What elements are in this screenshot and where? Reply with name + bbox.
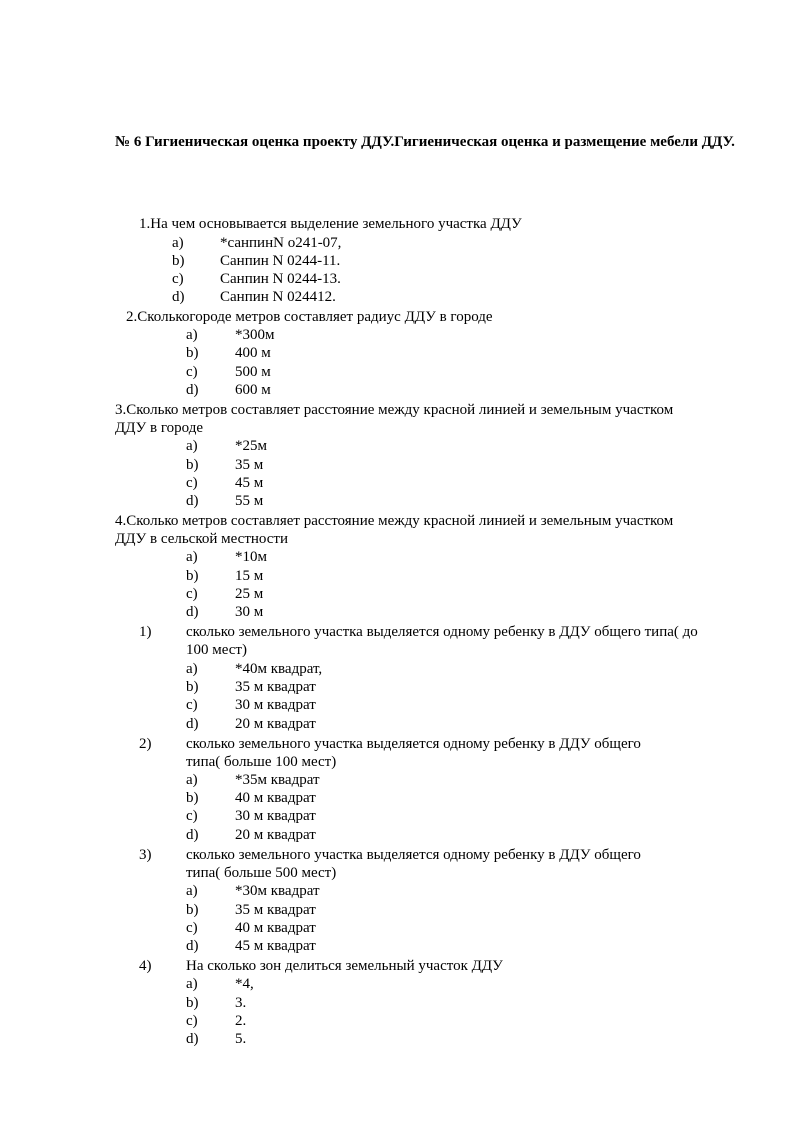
option-marker: d) xyxy=(186,938,199,954)
question-5-text-cont: 100 мест) xyxy=(186,642,247,658)
option-marker: d) xyxy=(186,382,199,398)
option-marker: d) xyxy=(186,493,199,509)
option-text: 5. xyxy=(235,1031,247,1047)
option-text: *25м xyxy=(235,438,267,454)
option-text: 20 м квадрат xyxy=(235,827,316,843)
option-text: Санпин N 0244-11. xyxy=(220,253,341,269)
option-marker: b) xyxy=(186,457,199,473)
option-text: 20 м квадрат xyxy=(235,716,316,732)
option-text: 500 м xyxy=(235,364,271,380)
option-marker: a) xyxy=(186,976,198,992)
option-text: *санпинN о241-07, xyxy=(220,235,342,251)
question-5-number: 1) xyxy=(139,624,152,640)
option-marker: b) xyxy=(186,995,199,1011)
option-marker: b) xyxy=(186,679,199,695)
question-1-text: 1.На чем основывается выделение земельного участка ДДУ xyxy=(139,216,522,232)
option-marker: c) xyxy=(186,808,198,824)
option-marker: d) xyxy=(172,289,185,305)
question-5-text: сколько земельного участка выделяется одному ребенку в ДДУ общего типа( до xyxy=(186,624,698,640)
option-text: Санпин N 0244-13. xyxy=(220,271,341,287)
option-text: 45 м xyxy=(235,475,264,491)
option-marker: b) xyxy=(186,902,199,918)
option-marker: b) xyxy=(186,790,199,806)
document-title: № 6 Гигиеническая оценка проекту ДДУ.Гигиеническая оценка и размещение мебели ДДУ. xyxy=(115,134,735,150)
option-text: *300м xyxy=(235,327,275,343)
option-text: 30 м квадрат xyxy=(235,808,316,824)
option-marker: a) xyxy=(186,661,198,677)
question-6-number: 2) xyxy=(139,736,152,752)
question-7-text-cont: типа( больше 500 мест) xyxy=(186,865,337,881)
option-text: 30 м квадрат xyxy=(235,697,316,713)
option-marker: a) xyxy=(186,327,198,343)
option-marker: c) xyxy=(186,364,198,380)
option-text: 35 м квадрат xyxy=(235,679,316,695)
option-marker: d) xyxy=(186,827,199,843)
option-marker: d) xyxy=(186,604,199,620)
option-marker: a) xyxy=(186,438,198,454)
option-marker: a) xyxy=(186,772,198,788)
option-text: 3. xyxy=(235,995,247,1011)
option-text: 15 м xyxy=(235,568,264,584)
option-marker: b) xyxy=(186,345,199,361)
option-marker: c) xyxy=(186,586,198,602)
option-text: 600 м xyxy=(235,382,271,398)
option-marker: b) xyxy=(186,568,199,584)
question-4-text: 4.Сколько метров составляет расстояние между красной линией и земельным участком xyxy=(115,513,674,529)
option-marker: b) xyxy=(172,253,185,269)
option-text: 35 м квадрат xyxy=(235,902,316,918)
option-text: Санпин N 024412. xyxy=(220,289,336,305)
option-text: *35м квадрат xyxy=(235,772,320,788)
option-text: 30 м xyxy=(235,604,264,620)
option-marker: c) xyxy=(186,920,198,936)
option-text: 400 м xyxy=(235,345,271,361)
option-text: 2. xyxy=(235,1013,247,1029)
question-6-text-cont: типа( больше 100 мест) xyxy=(186,754,337,770)
option-marker: d) xyxy=(186,1031,199,1047)
option-marker: c) xyxy=(172,271,184,287)
option-marker: a) xyxy=(186,883,198,899)
option-marker: c) xyxy=(186,697,198,713)
question-3-text: 3.Сколько метров составляет расстояние между красной линией и земельным участком xyxy=(115,402,674,418)
option-marker: c) xyxy=(186,1013,198,1029)
question-8-text: На сколько зон делиться земельный участок ДДУ xyxy=(186,958,503,974)
option-text: *30м квадрат xyxy=(235,883,320,899)
option-marker: a) xyxy=(186,549,198,565)
option-marker: c) xyxy=(186,475,198,491)
option-text: 35 м xyxy=(235,457,264,473)
question-7-text: сколько земельного участка выделяется одному ребенку в ДДУ общего xyxy=(186,847,641,863)
question-8-number: 4) xyxy=(139,958,152,974)
option-text: 45 м квадрат xyxy=(235,938,316,954)
option-text: *10м xyxy=(235,549,267,565)
question-4-text-cont: ДДУ в сельской местности xyxy=(115,531,289,547)
question-6-text: сколько земельного участка выделяется одному ребенку в ДДУ общего xyxy=(186,736,641,752)
option-text: 55 м xyxy=(235,493,264,509)
option-text: *4, xyxy=(235,976,254,992)
question-7-number: 3) xyxy=(139,847,152,863)
option-marker: a) xyxy=(172,235,184,251)
option-marker: d) xyxy=(186,716,199,732)
question-3-text-cont: ДДУ в городе xyxy=(115,420,203,436)
question-2-text: 2.Сколькогороде метров составляет радиус ДДУ в городе xyxy=(126,309,493,325)
option-text: *40м квадрат, xyxy=(235,661,323,677)
option-text: 40 м квадрат xyxy=(235,920,316,936)
option-text: 40 м квадрат xyxy=(235,790,316,806)
option-text: 25 м xyxy=(235,586,264,602)
